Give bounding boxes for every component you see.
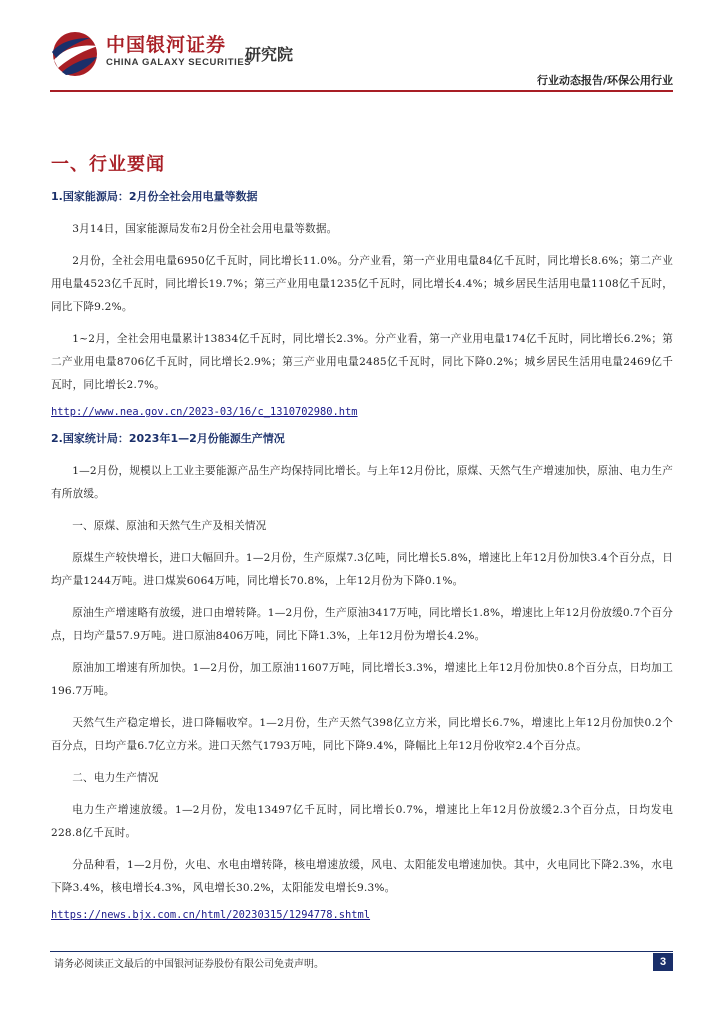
paragraph: 原油生产增速略有放缓，进口由增转降。1—2月份，生产原油3417万吨，同比增长1.8%，增速比上年12月份放缓0.7个百分点，日均产量57.9万吨。进口原油8406万吨，同比下降1.3%，上年12月份为增长4.2%。 [51, 607, 673, 642]
department-label: 研究院 [245, 45, 294, 64]
paragraph: 原油加工增速有所加快。1—2月份，加工原油11607万吨，同比增长3.3%，增速比上年12月份加快0.8个百分点，日均加工196.7万吨。 [51, 662, 673, 697]
page-number: 3 [653, 953, 673, 971]
main-content [51, 150, 673, 933]
paragraph: 3月14日，国家能源局发布2月份全社会用电量等数据。 [72, 223, 338, 235]
page-header [0, 0, 724, 100]
paragraph: 原煤生产较快增长，进口大幅回升。1—2月份，生产原煤7.3亿吨，同比增长5.8%，增速比上年12月份加快3.4个百分点，日均产量1244万吨。进口煤炭6064万吨，同比增长70.8%，上年12月份为下降0.1%。 [51, 552, 673, 587]
news-item-title: 2.国家统计局：2023年1—2月份能源生产情况 [51, 432, 285, 445]
source-link[interactable]: https://news.bjx.com.cn/html/20230315/1294778.shtml [51, 909, 371, 921]
paragraph: 电力生产增速放缓。1—2月份，发电13497亿千瓦时，同比增长0.7%，增速比上年12月份放缓2.3个百分点，日均发电228.8亿千瓦时。 [51, 804, 673, 839]
section-title: 一、行业要闻 [51, 154, 165, 175]
source-link[interactable]: http://www.nea.gov.cn/2023-03/16/c_1310702980.htm [51, 406, 358, 418]
paragraph: 天然气生产稳定增长，进口降幅收窄。1—2月份，生产天然气398亿立方米，同比增长6.7%，增速比上年12月份加快0.2个百分点，日均产量6.7亿立方米。进口天然气1793万吨，同比下降9.4%，降幅比上年12月份收窄2.4个百分点。 [51, 717, 673, 752]
brand-name-en: CHINA GALAXY SECURITIES [106, 57, 252, 68]
news-item-title: 1.国家能源局：2月份全社会用电量等数据 [51, 190, 258, 203]
report-type: 行业动态报告/环保公用行业 [536, 74, 673, 87]
news-item-2 [51, 430, 673, 921]
subsection-heading: 二、电力生产情况 [72, 772, 159, 784]
paragraph: 2月份，全社会用电量6950亿千瓦时，同比增长11.0%。分产业看，第一产业用电量84亿千瓦时，同比增长8.6%；第二产业用电量4523亿千瓦时，同比增长19.7%；第三产业用电量1235亿千瓦时，同比增长4.4%；城乡居民生活用电量1108亿千瓦时，同比下降9.2%。 [51, 255, 673, 313]
galaxy-logo-icon [50, 30, 100, 78]
paragraph: 1~2月，全社会用电量累计13834亿千瓦时，同比增长2.3%。分产业看，第一产业用电量174亿千瓦时，同比增长6.2%；第二产业用电量8706亿千瓦时，同比增长2.9%；第三产业用电量2485亿千瓦时，同比下降0.2%；城乡居民生活用电量2469亿千瓦时，同比增长2.7%。 [51, 333, 673, 391]
header-divider [50, 90, 673, 92]
subsection-heading: 一、原煤、原油和天然气生产及相关情况 [72, 520, 267, 532]
paragraph: 分品种看，1—2月份，火电、水电由增转降，核电增速放缓，风电、太阳能发电增速加快。其中，火电同比下降2.3%，水电下降3.4%，核电增长4.3%，风电增长30.2%，太阳能发电增长9.3%。 [51, 859, 673, 894]
paragraph: 1—2月份，规模以上工业主要能源产品生产均保持同比增长。与上年12月份比，原煤、天然气生产增速加快，原油、电力生产有所放缓。 [51, 465, 673, 500]
footer-divider [50, 951, 673, 952]
disclaimer-note: 请务必阅读正文最后的中国银河证券股份有限公司免责声明。 [54, 959, 324, 970]
news-item-1 [51, 188, 673, 418]
brand-name-cn: 中国银河证券 [106, 34, 227, 56]
